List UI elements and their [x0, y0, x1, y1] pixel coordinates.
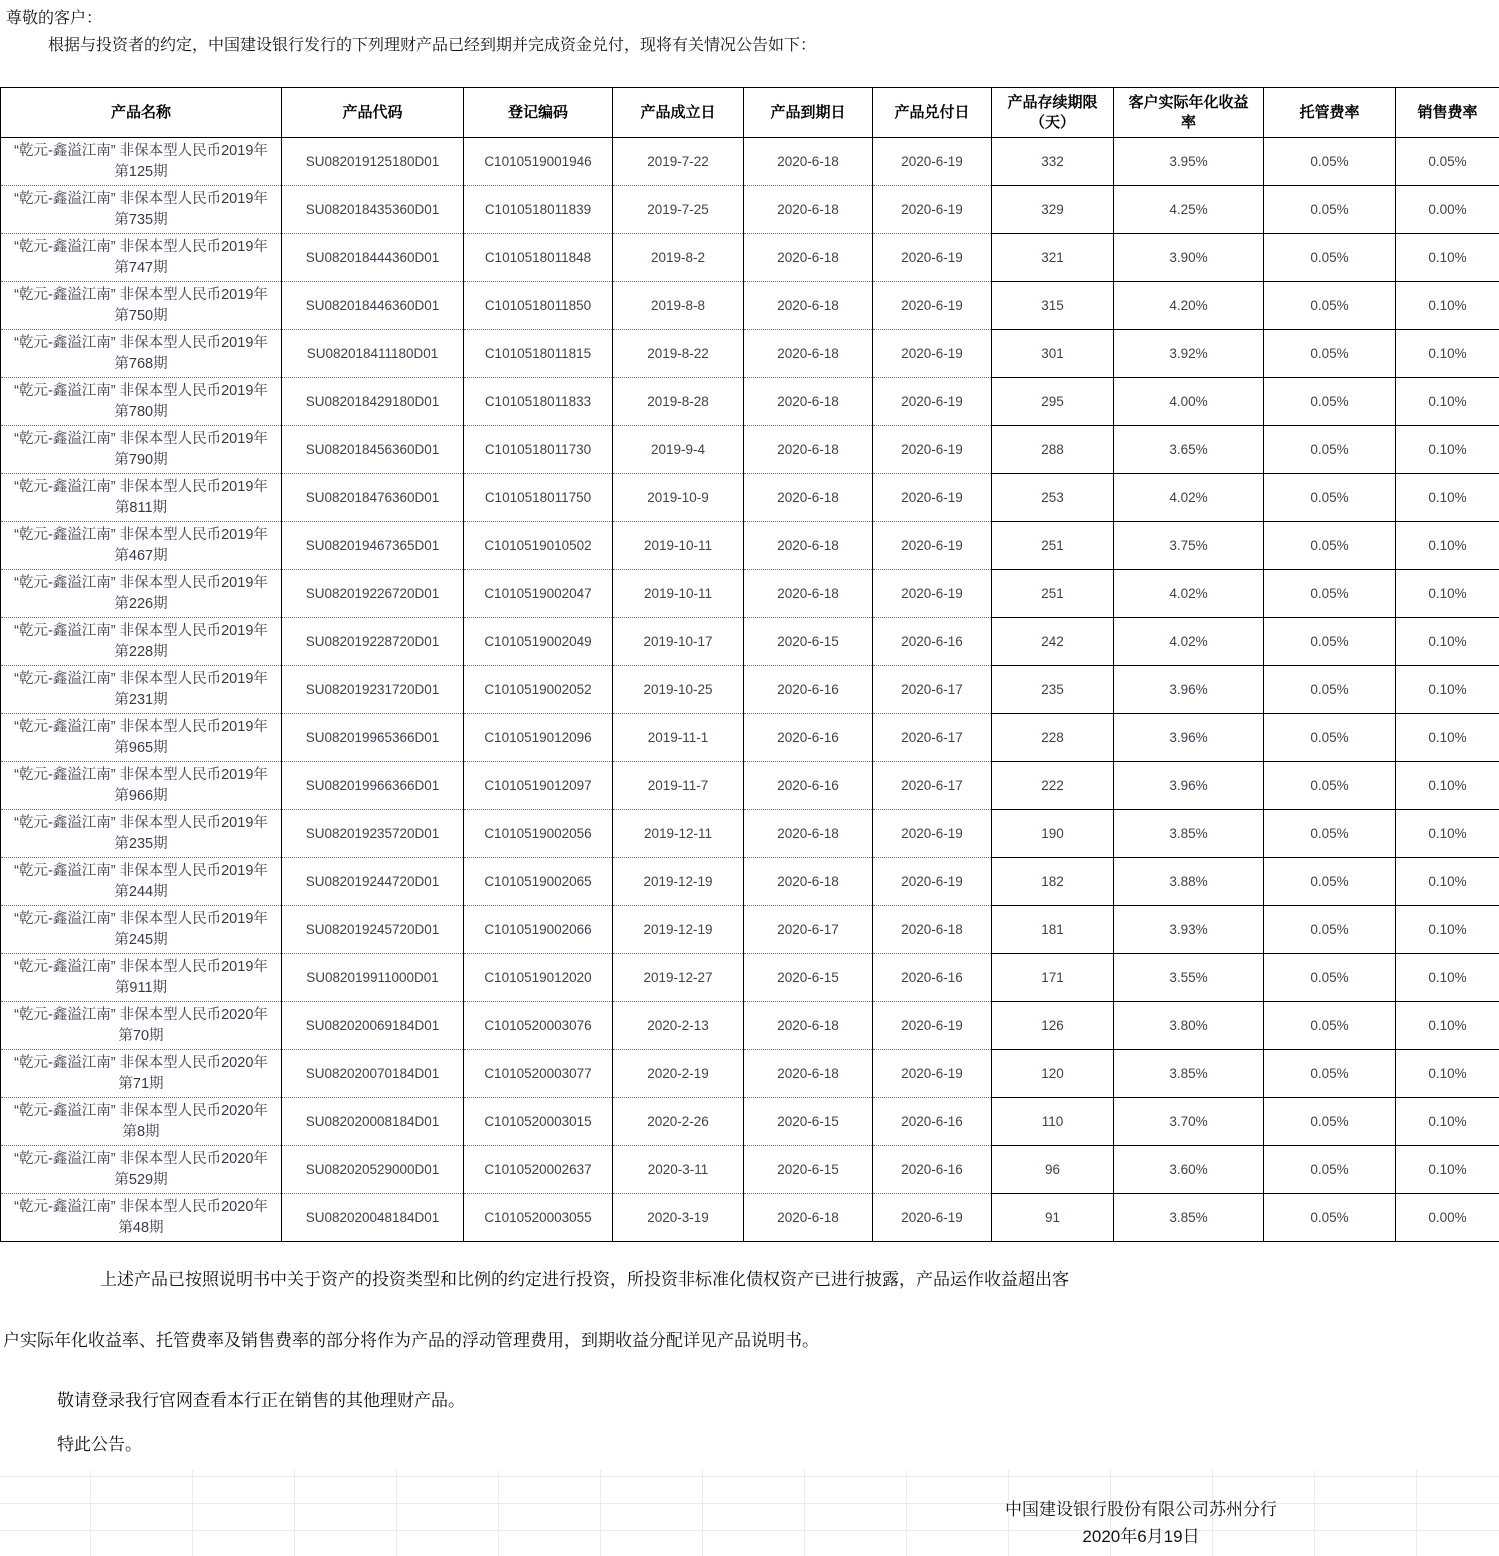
table-cell: 0.05% — [1264, 762, 1396, 810]
table-cell: 2020-6-17 — [873, 666, 992, 714]
table-cell: C1010518011833 — [464, 378, 613, 426]
table-cell: 190 — [992, 810, 1114, 858]
note-closing: 特此公告。 — [0, 1433, 1499, 1456]
table-cell: 321 — [992, 234, 1114, 282]
table-cell: 181 — [992, 906, 1114, 954]
table-cell: 2020-6-16 — [873, 1098, 992, 1146]
table-cell: 0.05% — [1264, 1098, 1396, 1146]
table-cell: C1010520003015 — [464, 1098, 613, 1146]
table-cell: 242 — [992, 618, 1114, 666]
table-cell: 0.05% — [1264, 474, 1396, 522]
table-cell: 0.10% — [1396, 762, 1499, 810]
table-cell: “乾元-鑫溢江南” 非保本型人民币2019年第790期 — [1, 426, 282, 474]
table-cell: 2020-6-16 — [873, 1146, 992, 1194]
table-cell: SU082020008184D01 — [282, 1098, 464, 1146]
table-cell: SU082020529000D01 — [282, 1146, 464, 1194]
table-row — [1, 234, 1499, 282]
table-cell: 2020-6-16 — [873, 954, 992, 1002]
table-cell: “乾元-鑫溢江南” 非保本型人民币2019年第747期 — [1, 234, 282, 282]
table-cell: SU082020069184D01 — [282, 1002, 464, 1050]
table-cell: 251 — [992, 522, 1114, 570]
table-row — [1, 138, 1499, 186]
table-cell: C1010519002065 — [464, 858, 613, 906]
table-cell: 0.05% — [1264, 858, 1396, 906]
table-cell: 329 — [992, 186, 1114, 234]
table-cell: 332 — [992, 138, 1114, 186]
table-cell: 0.00% — [1396, 1194, 1499, 1242]
table-cell: 2020-6-15 — [744, 1146, 873, 1194]
table-cell: C1010518011750 — [464, 474, 613, 522]
table-cell: 2019-11-1 — [613, 714, 744, 762]
table-cell: 0.10% — [1396, 234, 1499, 282]
table-cell: 0.05% — [1264, 570, 1396, 618]
table-cell: C1010520003055 — [464, 1194, 613, 1242]
table-cell: 110 — [992, 1098, 1114, 1146]
table-row — [1, 522, 1499, 570]
table-row — [1, 186, 1499, 234]
table-row — [1, 426, 1499, 474]
table-cell: “乾元-鑫溢江南” 非保本型人民币2019年第235期 — [1, 810, 282, 858]
products-table — [0, 87, 1499, 1242]
table-cell: 2020-2-26 — [613, 1098, 744, 1146]
table-cell: 0.05% — [1264, 954, 1396, 1002]
table-cell: 0.10% — [1396, 474, 1499, 522]
table-cell: C1010518011839 — [464, 186, 613, 234]
table-cell: C1010518011848 — [464, 234, 613, 282]
table-cell: 2020-6-19 — [873, 186, 992, 234]
table-cell: 2020-6-19 — [873, 810, 992, 858]
table-cell: 2019-12-11 — [613, 810, 744, 858]
table-cell: 3.85% — [1114, 1194, 1264, 1242]
table-cell: 251 — [992, 570, 1114, 618]
table-cell: 2020-6-18 — [744, 138, 873, 186]
table-cell: SU082018429180D01 — [282, 378, 464, 426]
column-header: 产品存续期限（天） — [992, 88, 1114, 138]
table-cell: C1010519002056 — [464, 810, 613, 858]
table-cell: 4.20% — [1114, 282, 1264, 330]
table-cell: 0.05% — [1264, 618, 1396, 666]
note-line-2: 户实际年化收益率、托管费率及销售费率的部分将作为产品的浮动管理费用，到期收益分配详见产品说明书。 — [0, 1329, 1499, 1352]
table-cell: SU082019965366D01 — [282, 714, 464, 762]
table-cell: 222 — [992, 762, 1114, 810]
table-cell: 2020-6-18 — [744, 378, 873, 426]
note-browse-products: 敬请登录我行官网查看本行正在销售的其他理财产品。 — [0, 1389, 1499, 1412]
table-cell: 0.10% — [1396, 666, 1499, 714]
table-cell: C1010520003076 — [464, 1002, 613, 1050]
table-row — [1, 570, 1499, 618]
table-cell: “乾元-鑫溢江南” 非保本型人民币2019年第780期 — [1, 378, 282, 426]
table-cell: 2020-6-18 — [744, 234, 873, 282]
table-cell: 0.05% — [1396, 138, 1499, 186]
table-cell: 3.96% — [1114, 714, 1264, 762]
table-header-row — [1, 88, 1499, 138]
table-cell: 0.05% — [1264, 906, 1396, 954]
table-cell: 2020-2-19 — [613, 1050, 744, 1098]
table-cell: 2020-6-19 — [873, 474, 992, 522]
table-cell: 2020-6-18 — [744, 858, 873, 906]
table-cell: “乾元-鑫溢江南” 非保本型人民币2020年第71期 — [1, 1050, 282, 1098]
table-cell: 2020-6-18 — [873, 906, 992, 954]
table-cell: 0.10% — [1396, 1098, 1499, 1146]
table-cell: “乾元-鑫溢江南” 非保本型人民币2019年第750期 — [1, 282, 282, 330]
intro-section — [0, 0, 1499, 57]
table-cell: 0.10% — [1396, 1050, 1499, 1098]
table-cell: “乾元-鑫溢江南” 非保本型人民币2019年第226期 — [1, 570, 282, 618]
table-cell: 2019-8-22 — [613, 330, 744, 378]
table-cell: 2020-6-19 — [873, 378, 992, 426]
table-cell: “乾元-鑫溢江南” 非保本型人民币2020年第48期 — [1, 1194, 282, 1242]
table-cell: 3.88% — [1114, 858, 1264, 906]
table-cell: 3.65% — [1114, 426, 1264, 474]
table-cell: 2019-12-19 — [613, 906, 744, 954]
table-cell: SU082018444360D01 — [282, 234, 464, 282]
table-cell: 0.05% — [1264, 1146, 1396, 1194]
table-cell: 2020-6-19 — [873, 1002, 992, 1050]
table-cell: SU082018435360D01 — [282, 186, 464, 234]
table-cell: SU082019467365D01 — [282, 522, 464, 570]
table-cell: C1010519002047 — [464, 570, 613, 618]
salutation: 尊敬的客户： — [6, 8, 1493, 30]
table-cell: 0.10% — [1396, 714, 1499, 762]
table-cell: 0.05% — [1264, 666, 1396, 714]
table-cell: SU082019231720D01 — [282, 666, 464, 714]
column-header: 产品兑付日 — [873, 88, 992, 138]
notes-section — [0, 1268, 1499, 1456]
table-cell: 3.60% — [1114, 1146, 1264, 1194]
table-cell: 2019-7-25 — [613, 186, 744, 234]
table-cell: 182 — [992, 858, 1114, 906]
table-row — [1, 1050, 1499, 1098]
table-cell: “乾元-鑫溢江南” 非保本型人民币2019年第228期 — [1, 618, 282, 666]
table-cell: 301 — [992, 330, 1114, 378]
table-cell: 2020-6-17 — [873, 714, 992, 762]
table-cell: 0.00% — [1396, 186, 1499, 234]
table-cell: C1010518011850 — [464, 282, 613, 330]
table-row — [1, 906, 1499, 954]
table-cell: 3.92% — [1114, 330, 1264, 378]
table-cell: “乾元-鑫溢江南” 非保本型人民币2019年第245期 — [1, 906, 282, 954]
table-cell: 0.10% — [1396, 858, 1499, 906]
column-header: 托管费率 — [1264, 88, 1396, 138]
table-cell: 2019-7-22 — [613, 138, 744, 186]
table-cell: 3.75% — [1114, 522, 1264, 570]
issue-date: 2020年6月19日 — [841, 1523, 1441, 1550]
table-cell: 0.05% — [1264, 714, 1396, 762]
table-cell: 2020-6-18 — [744, 1002, 873, 1050]
table-cell: 0.10% — [1396, 906, 1499, 954]
table-cell: C1010519012020 — [464, 954, 613, 1002]
table-cell: 120 — [992, 1050, 1114, 1098]
table-cell: 2020-6-16 — [744, 666, 873, 714]
table-cell: 2020-2-13 — [613, 1002, 744, 1050]
table-cell: 3.90% — [1114, 234, 1264, 282]
table-cell: SU082019228720D01 — [282, 618, 464, 666]
table-cell: 0.10% — [1396, 378, 1499, 426]
table-cell: 2020-6-18 — [744, 426, 873, 474]
table-cell: 2020-6-15 — [744, 618, 873, 666]
table-cell: C1010519010502 — [464, 522, 613, 570]
table-cell: 0.05% — [1264, 282, 1396, 330]
table-row — [1, 378, 1499, 426]
table-cell: 2020-6-18 — [744, 186, 873, 234]
table-cell: 126 — [992, 1002, 1114, 1050]
table-cell: SU082018411180D01 — [282, 330, 464, 378]
table-row — [1, 762, 1499, 810]
table-cell: 2020-6-15 — [744, 954, 873, 1002]
table-cell: 2019-10-17 — [613, 618, 744, 666]
table-cell: 2020-6-18 — [744, 330, 873, 378]
table-cell: “乾元-鑫溢江南” 非保本型人民币2019年第125期 — [1, 138, 282, 186]
table-cell: 0.05% — [1264, 522, 1396, 570]
table-cell: 0.05% — [1264, 426, 1396, 474]
table-cell: 0.05% — [1264, 1050, 1396, 1098]
table-cell: 0.10% — [1396, 618, 1499, 666]
table-cell: 0.10% — [1396, 426, 1499, 474]
table-cell: 4.02% — [1114, 570, 1264, 618]
table-body — [1, 138, 1499, 1242]
table-cell: 4.02% — [1114, 474, 1264, 522]
table-cell: 315 — [992, 282, 1114, 330]
table-cell: 2020-6-16 — [744, 762, 873, 810]
table-cell: 0.10% — [1396, 810, 1499, 858]
table-row — [1, 1002, 1499, 1050]
table-cell: 0.05% — [1264, 810, 1396, 858]
table-cell: 4.25% — [1114, 186, 1264, 234]
table-cell: SU082019966366D01 — [282, 762, 464, 810]
table-row — [1, 282, 1499, 330]
table-cell: 3.96% — [1114, 666, 1264, 714]
table-cell: 2020-6-16 — [873, 618, 992, 666]
table-cell: SU082019226720D01 — [282, 570, 464, 618]
table-cell: C1010519001946 — [464, 138, 613, 186]
table-row — [1, 474, 1499, 522]
table-row — [1, 810, 1499, 858]
table-cell: 2020-6-19 — [873, 570, 992, 618]
table-cell: “乾元-鑫溢江南” 非保本型人民币2019年第768期 — [1, 330, 282, 378]
table-cell: 2020-6-16 — [744, 714, 873, 762]
table-cell: 2020-6-19 — [873, 858, 992, 906]
table-cell: 3.55% — [1114, 954, 1264, 1002]
table-cell: “乾元-鑫溢江南” 非保本型人民币2020年第70期 — [1, 1002, 282, 1050]
column-header: 销售费率 — [1396, 88, 1499, 138]
table-cell: “乾元-鑫溢江南” 非保本型人民币2019年第965期 — [1, 714, 282, 762]
table-cell: 2020-6-19 — [873, 522, 992, 570]
table-cell: 2020-6-18 — [744, 522, 873, 570]
table-cell: 2020-6-18 — [744, 570, 873, 618]
table-cell: C1010518011730 — [464, 426, 613, 474]
column-header: 产品到期日 — [744, 88, 873, 138]
table-cell: “乾元-鑫溢江南” 非保本型人民币2020年第8期 — [1, 1098, 282, 1146]
table-cell: “乾元-鑫溢江南” 非保本型人民币2019年第911期 — [1, 954, 282, 1002]
table-row — [1, 714, 1499, 762]
table-cell: 2019-8-2 — [613, 234, 744, 282]
table-cell: 2019-12-19 — [613, 858, 744, 906]
table-row — [1, 858, 1499, 906]
table-row — [1, 1098, 1499, 1146]
table-cell: “乾元-鑫溢江南” 非保本型人民币2019年第735期 — [1, 186, 282, 234]
table-cell: “乾元-鑫溢江南” 非保本型人民币2019年第467期 — [1, 522, 282, 570]
table-cell: SU082019244720D01 — [282, 858, 464, 906]
table-cell: 2020-6-18 — [744, 810, 873, 858]
table-cell: SU082020048184D01 — [282, 1194, 464, 1242]
column-header: 产品名称 — [1, 88, 282, 138]
table-cell: 2019-8-28 — [613, 378, 744, 426]
table-cell: 235 — [992, 666, 1114, 714]
table-cell: 0.05% — [1264, 186, 1396, 234]
table-cell: SU082019911000D01 — [282, 954, 464, 1002]
table-cell: 295 — [992, 378, 1114, 426]
table-cell: C1010519012097 — [464, 762, 613, 810]
table-cell: 0.05% — [1264, 138, 1396, 186]
table-cell: 2020-6-18 — [744, 1050, 873, 1098]
table-cell: 0.10% — [1396, 1146, 1499, 1194]
table-cell: 2019-11-7 — [613, 762, 744, 810]
table-cell: SU082019235720D01 — [282, 810, 464, 858]
column-header: 产品代码 — [282, 88, 464, 138]
table-row — [1, 1146, 1499, 1194]
table-cell: 3.93% — [1114, 906, 1264, 954]
column-header: 产品成立日 — [613, 88, 744, 138]
table-cell: C1010520003077 — [464, 1050, 613, 1098]
column-header: 登记编码 — [464, 88, 613, 138]
table-cell: 0.10% — [1396, 330, 1499, 378]
table-cell: C1010519012096 — [464, 714, 613, 762]
table-cell: 2020-3-11 — [613, 1146, 744, 1194]
table-cell: 2019-8-8 — [613, 282, 744, 330]
table-cell: SU082018456360D01 — [282, 426, 464, 474]
table-cell: SU082019125180D01 — [282, 138, 464, 186]
table-cell: 3.85% — [1114, 1050, 1264, 1098]
issuer-name: 中国建设银行股份有限公司苏州分行 — [841, 1496, 1441, 1523]
table-cell: 2020-6-18 — [744, 474, 873, 522]
table-cell: 2019-10-11 — [613, 522, 744, 570]
table-cell: C1010519002049 — [464, 618, 613, 666]
note-line-1: 上述产品已按照说明书中关于资产的投资类型和比例的约定进行投资，所投资非标准化债权资产已进行披露，产品运作收益超出客 — [0, 1268, 1499, 1291]
table-cell: 2020-6-18 — [744, 282, 873, 330]
table-cell: “乾元-鑫溢江南” 非保本型人民币2019年第231期 — [1, 666, 282, 714]
table-cell: 253 — [992, 474, 1114, 522]
table-cell: 0.10% — [1396, 282, 1499, 330]
table-cell: “乾元-鑫溢江南” 非保本型人民币2019年第811期 — [1, 474, 282, 522]
table-cell: 2020-6-19 — [873, 1050, 992, 1098]
table-cell: 2019-9-4 — [613, 426, 744, 474]
table-cell: 228 — [992, 714, 1114, 762]
table-cell: 2020-6-17 — [873, 762, 992, 810]
table-row — [1, 666, 1499, 714]
table-cell: 4.00% — [1114, 378, 1264, 426]
table-cell: C1010519002066 — [464, 906, 613, 954]
table-cell: SU082018476360D01 — [282, 474, 464, 522]
table-cell: 0.10% — [1396, 570, 1499, 618]
table-row — [1, 1194, 1499, 1242]
announcement-text: 根据与投资者的约定，中国建设银行发行的下列理财产品已经到期并完成资金兑付，现将有关情况公告如下： — [6, 35, 1493, 57]
table-cell: 2019-10-25 — [613, 666, 744, 714]
table-cell: 0.05% — [1264, 378, 1396, 426]
table-cell: 3.85% — [1114, 810, 1264, 858]
table-row — [1, 954, 1499, 1002]
table-cell: “乾元-鑫溢江南” 非保本型人民币2019年第966期 — [1, 762, 282, 810]
table-cell: 288 — [992, 426, 1114, 474]
table-cell: SU082018446360D01 — [282, 282, 464, 330]
table-cell: C1010520002637 — [464, 1146, 613, 1194]
table-cell: 2020-6-18 — [744, 1194, 873, 1242]
table-cell: 2020-6-19 — [873, 426, 992, 474]
table-cell: 0.05% — [1264, 1002, 1396, 1050]
table-cell: 96 — [992, 1146, 1114, 1194]
table-cell: 3.70% — [1114, 1098, 1264, 1146]
table-cell: C1010519002052 — [464, 666, 613, 714]
table-cell: 4.02% — [1114, 618, 1264, 666]
table-cell: 0.10% — [1396, 954, 1499, 1002]
table-cell: 2020-6-19 — [873, 1194, 992, 1242]
table-cell: 91 — [992, 1194, 1114, 1242]
table-cell: “乾元-鑫溢江南” 非保本型人民币2019年第244期 — [1, 858, 282, 906]
table-cell: 2020-6-19 — [873, 282, 992, 330]
signature-block — [841, 1496, 1441, 1550]
table-cell: 2019-10-9 — [613, 474, 744, 522]
table-cell: 2020-6-17 — [744, 906, 873, 954]
footer-grid-area — [0, 1470, 1499, 1556]
table-cell: 0.10% — [1396, 1002, 1499, 1050]
table-cell: 2020-6-19 — [873, 138, 992, 186]
table-cell: C1010518011815 — [464, 330, 613, 378]
table-cell: 0.05% — [1264, 234, 1396, 282]
column-header: 客户实际年化收益率 — [1114, 88, 1264, 138]
table-cell: SU082020070184D01 — [282, 1050, 464, 1098]
table-cell: 0.10% — [1396, 522, 1499, 570]
table-cell: 2020-6-19 — [873, 330, 992, 378]
table-row — [1, 618, 1499, 666]
table-cell: 0.05% — [1264, 1194, 1396, 1242]
table-cell: 2019-12-27 — [613, 954, 744, 1002]
table-cell: SU082019245720D01 — [282, 906, 464, 954]
table-cell: 2020-6-15 — [744, 1098, 873, 1146]
table-cell: 3.96% — [1114, 762, 1264, 810]
table-cell: 171 — [992, 954, 1114, 1002]
table-cell: 0.05% — [1264, 330, 1396, 378]
table-cell: 3.80% — [1114, 1002, 1264, 1050]
table-cell: 2020-6-19 — [873, 234, 992, 282]
table-cell: “乾元-鑫溢江南” 非保本型人民币2020年第529期 — [1, 1146, 282, 1194]
table-cell: 2019-10-11 — [613, 570, 744, 618]
table-cell: 3.95% — [1114, 138, 1264, 186]
table-row — [1, 330, 1499, 378]
table-cell: 2020-3-19 — [613, 1194, 744, 1242]
